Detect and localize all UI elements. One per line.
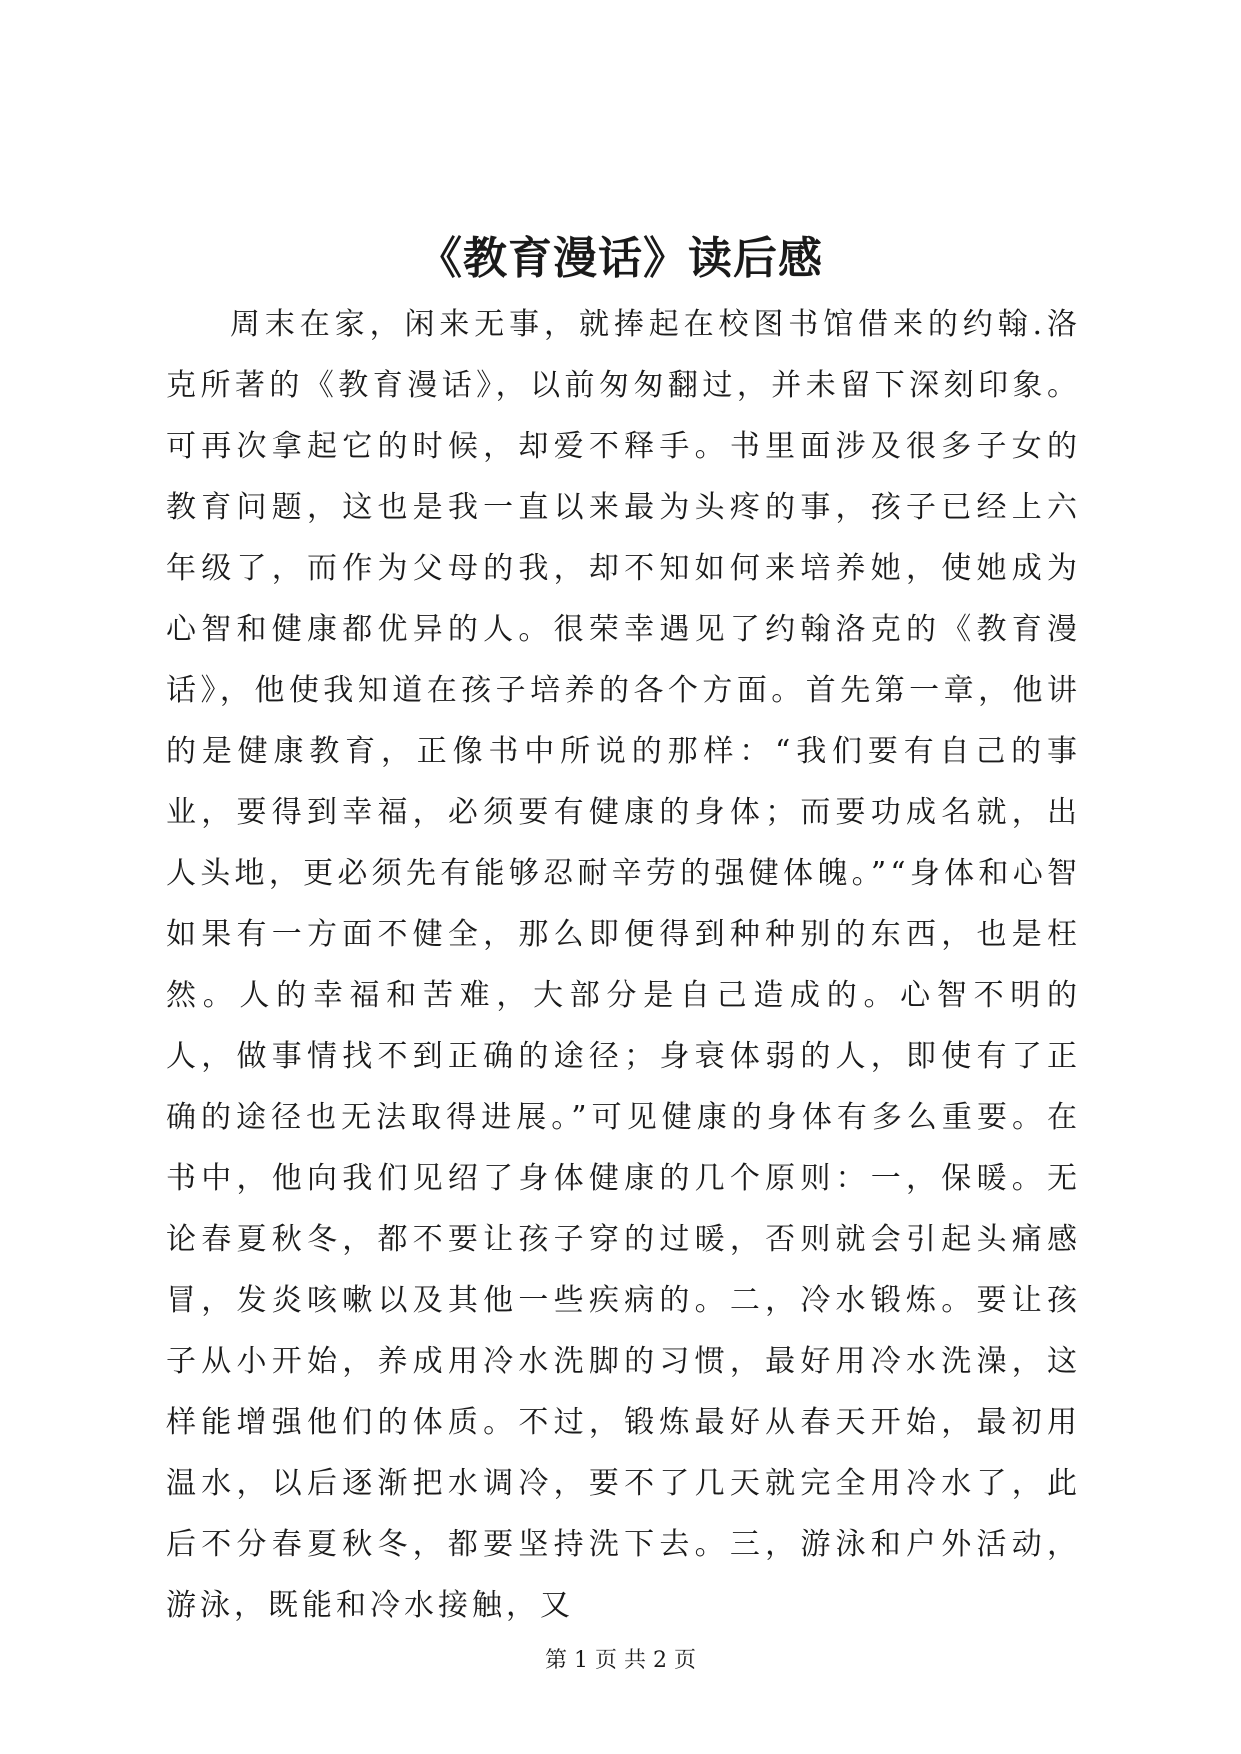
body-paragraph: 周末在家，闲来无事，就捧起在校图书馆借来的约翰.洛克所著的《教育漫话》，以前匆匆翻过，并未留下深刻印象。可再次拿起它的时候，却爱不释手。书里面涉及很多子女的教育问题，这也是我一直以来最为头疼的事，孩子已经上六年级了，而作为父母的我，却不知如何来培养她，使她成为心智和健康都优异的人。很荣幸遇见了约翰洛克的《教育漫话》，他使我知道在孩子培养的各个方面。首先第一章，他讲的是健康教育，正像书中所说的那样：“我们要有自己的事业，要得到幸福，必须要有健康的身体；而要功成名就，出人头地，更必须先有能够忍耐辛劳的强健体魄。”“身体和心智如果有一方面不健全，那么即便得到种种别的东西，也是枉然。人的幸福和苦难，大部分是自己造成的。心智不明的人，做事情找不到正确的途径；身衰体弱的人，即使有了正确的途径也无法取得进展。”可见健康的身体有多么重要。在书中，他向我们见绍了身体健康的几个原则：一，保暖。无论春夏秋冬，都不要让孩子穿的过暖，否则就会引起头痛感冒，发炎咳嗽以及其他一些疾病的。二，冷水锻炼。要让孩子从小开始，养成用冷水洗脚的习惯，最好用冷水洗澡，这样能增强他们的体质。不过，锻炼最好从春天开始，最初用温水，以后逐渐把水调冷，要不了几天就完全用冷水了，此后不分春夏秋冬，都要坚持洗下去。三，游泳和户外活动，游泳，既能和冷水接触，又 — [166, 307, 1081, 1623]
page-footer: 第 1 页 共 2 页 — [545, 1648, 696, 1673]
document-title: 《教育漫话》读后感 — [418, 233, 823, 284]
